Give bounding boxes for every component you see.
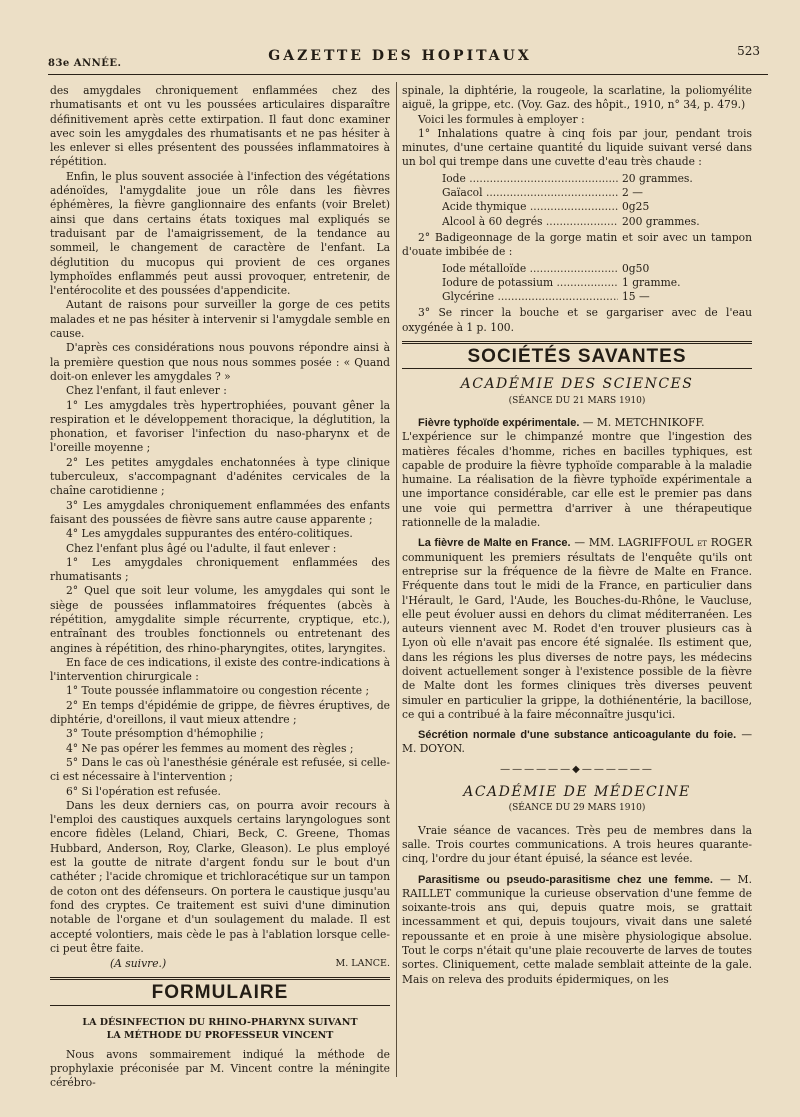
quantity: 0g25	[622, 200, 650, 214]
paragraph: 2° Badigeonnage de la gorge matin et soir avec un tampon d'ouate imbibée de :	[402, 230, 752, 259]
paragraph: Autant de raisons pour surveiller la gorge de ces petits malades et ne pas hésiter à intervenir si l'amygdale semble en cause.	[50, 298, 390, 341]
section-rule	[402, 368, 752, 369]
formula-row	[442, 172, 712, 186]
header-rule	[48, 74, 768, 75]
quantity: 15 —	[622, 290, 650, 304]
section-rule	[50, 977, 390, 980]
seance-date: (SÉANCE DU 29 MARS 1910)	[508, 803, 646, 814]
ingredient: Gaïacol .....	[442, 186, 618, 200]
article-headline: La fièvre de Malte en France.	[418, 537, 571, 550]
societes-heading: SOCIÉTÉS SAVANTES	[467, 346, 687, 368]
formula-row	[442, 215, 712, 229]
list-item: 2° Quel que soit leur volume, les amygdales qui sont le siège de poussées inflammatoires fréquentes (abcès à répétition, amygdalite simple récurrente, cryptique, etc.), entraînant des troubles fonctionnels ou entretenant des angines à répétition, des rhino-pharyngites, otites, laryngites.	[50, 584, 390, 655]
list-item: 3° Les amygdales chroniquement enflammées des enfants faisant des poussées de fièvre sans autre cause apparente ;	[50, 498, 390, 526]
list-item: 2° Les petites amygdales enchatonnées à type clinique tuberculeux, s'accompagnant d'adénites cervicales de la chaîne carotidienne ;	[50, 455, 390, 498]
paragraph: L'expérience sur le chimpanzé montre que l'ingestion des matières fécales d'homme, riches en bacilles typhiques, est capable de produire la fièvre typhoïde comparable à la maladie humaine. La réalisation de la fièvre typhoïde expérimentale a une importance considérable, car elle est le premier pas dans une voie qui permettra d'arriver à une thérapeutique rationnelle de la maladie.	[402, 430, 752, 530]
article-headline: Sécrétion normale d'une substance anticoagulante du foie.	[418, 729, 737, 742]
page-header	[0, 44, 800, 74]
subheading-line: LA MÉTHODE DU PROFESSEUR VINCENT	[106, 1029, 334, 1041]
article-footer	[50, 957, 390, 971]
paragraph: D'après ces considérations nous pouvons répondre ainsi à la première question que nous nous sommes posée : « Quand doit-on enlever les amygdales ? »	[50, 341, 390, 383]
left-column	[50, 84, 390, 1091]
academie-sciences-heading: ACADÉMIE DES SCIENCES	[460, 376, 694, 393]
article-headline: Fièvre typhoïde expérimentale.	[418, 416, 580, 429]
paragraph: Dans les deux derniers cas, on pourra avoir recours à l'emploi des caustiques auxquels certains laryngologues sont encore fidèles (Leland, Chiari, Beck, C. Greene, Thomas Hubbard, Anderson, Roy, Clarke, Gleason). Le plus employé est la goutte de nitrate d'argent fondu sur le bout d'un cathéter ; l'acide chromique et trichloracétique sur un tampon de coton ont des défenseurs. On portera le caustique jusqu'au fond des cryptes. Ce traitement est suivi d'une diminution notable de l'organe et d'un soulagement du malade. Il est accepté volontiers, mais cède le pas à l'ablation lorsque celle-ci peut être faite.	[50, 798, 390, 955]
ingredient: Iode métalloïde .....	[442, 262, 618, 276]
formulaire-heading: FORMULAIRE	[151, 982, 289, 1004]
year-label: 83e ANNÉE.	[48, 58, 122, 69]
page-number: 523	[737, 44, 760, 58]
paragraph: Chez l'enfant, il faut enlever :	[66, 384, 227, 398]
formula-badigeonnage	[442, 262, 752, 305]
list-item: 4° Ne pas opérer les femmes au moment des règles ;	[66, 741, 354, 755]
formulaire-subheading	[50, 1016, 390, 1042]
paragraph: spinale, la diphtérie, la rougeole, la scarlatine, la poliomyélite aiguë, la grippe, etc. (Voy. Gaz. des hôpit., 1910, n° 34, p. 479.)	[402, 84, 752, 112]
list-item: 2° En temps d'épidémie de grippe, de fièvres éruptives, de diphtérie, d'oreillons, il vaut mieux attendre ;	[50, 698, 390, 727]
ingredient: Iodure de potassium .....	[442, 276, 618, 290]
paragraph: Vraie séance de vacances. Très peu de membres dans la salle. Trois courtes communications. A trois heures quarante-cinq, l'ordre du jour étant épuisé, la séance est levée.	[402, 823, 752, 866]
ingredient: Acide thymique .....	[442, 200, 618, 214]
subheading-line: LA DÉSINFECTION DU RHINO-PHARYNX SUIVANT	[82, 1016, 358, 1028]
list-item: 5° Dans le cas où l'anesthésie générale est refusée, si celle-ci est nécessaire à l'intervention ;	[50, 755, 390, 784]
paragraph: 3° Se rincer la bouche et se gargariser avec de l'eau oxygénée à 1 p. 100.	[402, 306, 752, 334]
formula-row	[442, 290, 712, 304]
ingredient: Iode .....	[442, 172, 618, 186]
paragraph: 1° Inhalations quatre à cinq fois par jour, pendant trois minutes, d'une certaine quantité du liquide suivant versé dans un bol qui trempe dans une cuvette d'eau très chaude :	[402, 126, 752, 169]
article-author: — M. METCHNIKOFF.	[582, 415, 705, 429]
section-rule	[50, 1005, 390, 1006]
quantity: 1 gramme.	[622, 275, 681, 289]
formula-row	[442, 262, 712, 276]
article-author: — M. DOYON.	[402, 728, 753, 756]
right-column	[402, 84, 752, 987]
formula-row	[442, 186, 712, 200]
paragraph: En face de ces indications, il existe des contre-indications à l'intervention chirurgicale :	[50, 655, 390, 684]
ornament-divider: ——————◆——————	[500, 763, 654, 775]
list-item: 6° Si l'opération est refusée.	[66, 784, 221, 798]
quantity: 0g50	[622, 261, 650, 275]
formula-row	[442, 200, 712, 214]
article-body: communiquent les premiers résultats de l'enquête qu'ils ont entreprise sur la fréquence de la fièvre de Malte en France. Fréquente dans tout le midi de la France, en particulier dans l'Hérault, le Gard, l'Aude, les Bouches-du-Rhône, le Vaucluse, elle peut évoluer aussi en dehors du climat méditerranéen. Les auteurs viennent avec M. Rodet d'en trouver plusieurs cas à Lyon où elle n'avait pas encore été signalée. Ils estiment que, dans les régions les plus diverses de notre pays, les médecins doivent actuellement songer à l'existence possible de la fièvre de Malte dont les formes cliniques très diverses peuvent simuler en particulier la grippe, la dothiénentérie, la bacillose, ce qui a contribué à la faire méconnaître jusqu'ici.	[402, 550, 752, 721]
formula-inhalation	[442, 172, 752, 229]
academie-medecine-heading: ACADÉMIE DE MÉDECINE	[463, 784, 691, 801]
list-item: 1° Les amygdales chroniquement enflammées des rhumatisants ;	[50, 555, 390, 584]
list-item: 4° Les amygdales suppurantes des entéro-colitiques.	[66, 527, 353, 541]
article-headline: Parasitisme ou pseudo-parasitisme chez une femme.	[418, 873, 713, 886]
journal-title: GAZETTE DES HOPITAUX	[268, 48, 532, 64]
seance-date: (SÉANCE DU 21 MARS 1910)	[508, 395, 646, 406]
ingredient: Alcool à 60 degrés .....	[442, 215, 618, 229]
list-item: 1° Toute poussée inflammatoire ou congestion récente ;	[66, 684, 370, 698]
paragraph: Nous avons sommairement indiqué la méthode de prophylaxie préconisée par M. Vincent contre la méningite cérébro-	[50, 1047, 390, 1090]
formula-row	[442, 276, 712, 290]
quantity: 2 —	[622, 186, 643, 200]
paragraph: Voici les formules à employer :	[418, 112, 585, 126]
quantity: 20 grammes.	[622, 171, 693, 185]
paragraph: Chez l'enfant plus âgé ou l'adulte, il faut enlever :	[66, 541, 337, 555]
section-rule	[402, 341, 752, 344]
article-body: — M. RAILLET communique la curieuse observation d'une femme de soixante-trois ans qui, depuis quatre mois, se grattait incessamment et qui, depuis toujours, vivait dans une saleté repoussante et en proie à une misère physiologique absolue. Tout le corps n'était qu'une plaie recouverte de larves de toutes sortes. Cliniquement, cette malade semblait atteinte de la gale. Mais on releva des produits épidermiques, on les	[402, 872, 752, 986]
list-item: 1° Les amygdales très hypertrophiées, pouvant gêner la respiration et le développement thoracique, la déglutition, la phonation, et favoriser l'infection du naso-pharynx et de l'oreille moyenne ;	[50, 398, 390, 455]
author-signature: M. LANCE.	[335, 958, 390, 970]
paragraph: des amygdales chroniquement enflammées chez des rhumatisants et ont vu les poussées articulaires disparaître définitivement après cette extirpation. Il faut donc examiner avec soin les amygdales des rhumatisants et ne pas hésiter à les enlever si elles présentent des poussées inflammatoires à répétition.	[50, 84, 390, 169]
quantity: 200 grammes.	[622, 214, 700, 228]
ingredient: Glycérine .....	[442, 290, 618, 304]
column-divider	[396, 82, 397, 1077]
list-item: 3° Toute présomption d'hémophilie ;	[66, 727, 264, 741]
to-be-continued: (A suivre.)	[110, 957, 167, 971]
article-author: — MM. LAGRIFFOUL et ROGER	[574, 536, 752, 550]
paragraph: Enfin, le plus souvent associée à l'infection des végétations adénoïdes, l'amygdalite joue un rôle dans les fièvres éphémères, la fièvre ganglionnaire des enfants (voir Brelet) ainsi que dans certains états toxiques mal expliqués se traduisant par de l'amaigrissement, de la tendance au sommeil, le changement de caractère de l'enfant. La déglutition du mucopus qui provient de ces organes lymphoïdes enflammés peut aussi provoquer, entretenir, de l'entérocolite et des poussées d'appendicite.	[50, 169, 390, 298]
